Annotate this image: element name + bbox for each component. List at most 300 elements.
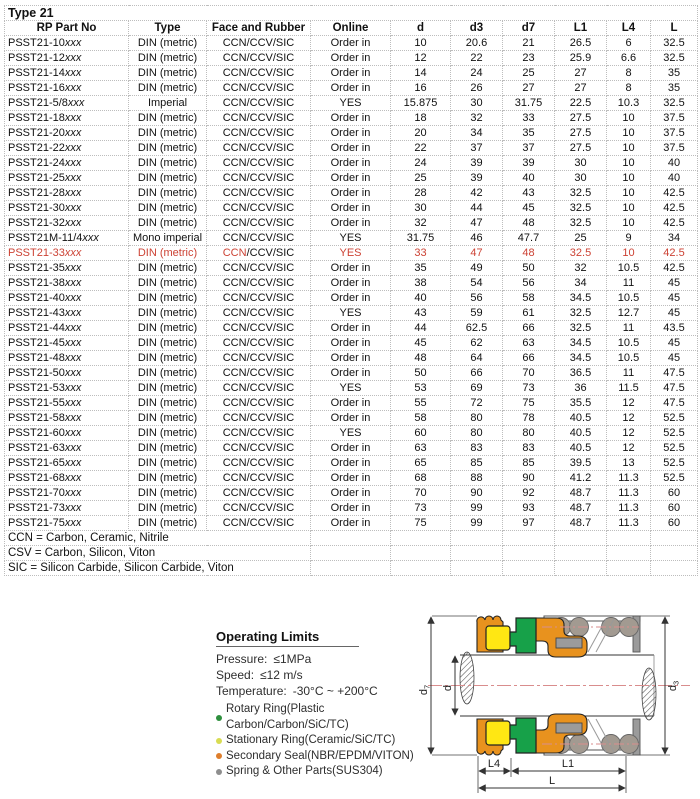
cell-part: PSST21-58xxx [5,411,129,426]
empty-cell [607,546,651,561]
table-row [5,351,698,366]
empty-cell [503,561,555,576]
cell-L4: 12 [607,441,651,456]
cell-online: Order in [311,366,391,381]
cell-part: PSST21-35xxx [5,261,129,276]
cell-part: PSST21-25xxx [5,171,129,186]
temperature-line [216,683,431,699]
cell-d: 65 [391,456,451,471]
cell-d: 14 [391,66,451,81]
cell-d3: 62.5 [451,321,503,336]
rotary-ring [510,618,536,653]
cell-type: DIN (metric) [129,66,207,81]
cell-online: Order in [311,456,391,471]
speed-value: ≤12 m/s [260,668,303,682]
column-header: Online [311,21,391,36]
cell-type: DIN (metric) [129,126,207,141]
table-row [5,441,698,456]
shaft-break-hatch-left [460,652,474,704]
cell-type: DIN (metric) [129,336,207,351]
cell-d7: 33 [503,111,555,126]
cell-d: 50 [391,366,451,381]
cell-d7: 70 [503,366,555,381]
cell-online: Order in [311,276,391,291]
cell-part: PSST21-22xxx [5,141,129,156]
cell-L4: 10 [607,156,651,171]
cell-type: DIN (metric) [129,321,207,336]
cell-online: YES [311,426,391,441]
cell-L1: 41.2 [555,471,607,486]
cell-L: 35 [651,66,698,81]
cell-face: CCN/CCV/SIC [207,171,311,186]
cell-online: Order in [311,66,391,81]
cell-type: DIN (metric) [129,426,207,441]
empty-cell [651,531,698,546]
cell-face: CCN/CCV/SIC [207,51,311,66]
cell-d: 35 [391,261,451,276]
table-row [5,66,698,81]
cell-L4: 8 [607,66,651,81]
cell-type: DIN (metric) [129,156,207,171]
cell-d3: 44 [451,201,503,216]
cell-d7: 43 [503,186,555,201]
cell-L4: 11.3 [607,501,651,516]
cell-type: Imperial [129,96,207,111]
cell-d: 12 [391,51,451,66]
cell-d: 68 [391,471,451,486]
cell-L: 47.5 [651,366,698,381]
cell-online: Order in [311,126,391,141]
empty-cell [451,561,503,576]
table-row [5,366,698,381]
cell-L1: 48.7 [555,486,607,501]
cell-L: 52.5 [651,426,698,441]
cell-d: 55 [391,396,451,411]
cell-part: PSST21-48xxx [5,351,129,366]
column-header: d3 [451,21,503,36]
cell-online: Order in [311,51,391,66]
table-row [5,486,698,501]
cell-type: DIN (metric) [129,171,207,186]
cell-L1: 22.5 [555,96,607,111]
cell-d: 10 [391,36,451,51]
cell-d7: 80 [503,426,555,441]
cell-L4: 6 [607,36,651,51]
cell-L4: 10.5 [607,351,651,366]
table-row [5,51,698,66]
operating-limits-panel [216,628,431,780]
cell-part: PSST21-5/8xxx [5,96,129,111]
footnote-text: SIC = Silicon Carbide, Silicon Carbide, Viton [5,561,311,576]
cell-d7: 90 [503,471,555,486]
legend-label: Rotary Ring(Plastic Carbon/Carbon/SiC/TC) [226,703,349,731]
pressure-label: Pressure: [216,652,268,666]
cell-L: 40 [651,156,698,171]
cell-d7: 48 [503,216,555,231]
cell-d3: 56 [451,291,503,306]
cell-d: 18 [391,111,451,126]
cell-face: CCN/CCV/SIC [207,501,311,516]
table-row [5,246,698,261]
cell-L: 43.5 [651,321,698,336]
cell-online: YES [311,246,391,261]
cell-face: CCN/CCV/SIC [207,411,311,426]
cell-L: 60 [651,486,698,501]
cell-L: 45 [651,351,698,366]
cell-type: DIN (metric) [129,441,207,456]
cell-part: PSST21-40xxx [5,291,129,306]
column-header: d7 [503,21,555,36]
cell-online: Order in [311,516,391,531]
cell-L: 42.5 [651,261,698,276]
cell-type: DIN (metric) [129,201,207,216]
cell-d7: 25 [503,66,555,81]
cell-type: DIN (metric) [129,396,207,411]
cell-d3: 46 [451,231,503,246]
spring-seat [556,638,582,648]
cell-L1: 27 [555,81,607,96]
spec-table-body [5,6,698,576]
cell-d7: 93 [503,501,555,516]
cell-d: 44 [391,321,451,336]
cell-L1: 32.5 [555,201,607,216]
cell-online: Order in [311,171,391,186]
table-header-row [5,21,698,36]
cell-face: CCN/CCV/SIC [207,456,311,471]
cell-d3: 39 [451,171,503,186]
cell-type: DIN (metric) [129,366,207,381]
cell-face: CCN/CCV/SIC [207,216,311,231]
cell-d: 53 [391,381,451,396]
empty-cell [391,561,451,576]
cell-d3: 20.6 [451,36,503,51]
cell-part: PSST21-30xxx [5,201,129,216]
cell-L: 52.5 [651,411,698,426]
empty-cell [311,561,391,576]
cell-d: 25 [391,171,451,186]
table-row [5,396,698,411]
cell-L: 40 [651,171,698,186]
cell-d: 73 [391,501,451,516]
cell-L4: 11.3 [607,516,651,531]
cell-face: CCN/CCV/SIC [207,306,311,321]
empty-cell [451,546,503,561]
cell-d7: 31.75 [503,96,555,111]
cell-L4: 12 [607,411,651,426]
cell-L4: 10 [607,111,651,126]
bullet-icon [216,769,222,775]
cell-L4: 10 [607,246,651,261]
table-row [5,36,698,51]
bullet-icon [216,715,222,721]
table-row [5,381,698,396]
empty-cell [391,546,451,561]
cell-d: 43 [391,306,451,321]
cell-L: 37.5 [651,111,698,126]
cell-part: PSST21-16xxx [5,81,129,96]
cell-d3: 99 [451,516,503,531]
table-row [5,501,698,516]
cell-L1: 27.5 [555,141,607,156]
cell-L: 47.5 [651,381,698,396]
label-d7: $d_7$ [418,684,432,696]
cell-part: PSST21-75xxx [5,516,129,531]
cell-L1: 27 [555,66,607,81]
cell-L1: 32.5 [555,321,607,336]
cell-d3: 42 [451,186,503,201]
cell-d3: 37 [451,141,503,156]
cell-d3: 64 [451,351,503,366]
cell-part: PSST21-53xxx [5,381,129,396]
cell-online: Order in [311,471,391,486]
cell-d: 15.875 [391,96,451,111]
cell-d7: 48 [503,246,555,261]
cell-online: Order in [311,81,391,96]
cell-d3: 59 [451,306,503,321]
cell-d3: 49 [451,261,503,276]
column-header: d [391,21,451,36]
column-header: L4 [607,21,651,36]
cell-d: 40 [391,291,451,306]
cell-online: Order in [311,501,391,516]
cell-part: PSST21-43xxx [5,306,129,321]
cell-L: 42.5 [651,216,698,231]
cell-L: 42.5 [651,246,698,261]
cell-d3: 99 [451,501,503,516]
table-row [5,111,698,126]
footnote-text: CSV = Carbon, Silicon, Viton [5,546,311,561]
cell-d: 38 [391,276,451,291]
cell-d7: 37 [503,141,555,156]
table-row [5,141,698,156]
cell-part: PSST21-68xxx [5,471,129,486]
cell-d7: 97 [503,516,555,531]
cell-d7: 21 [503,36,555,51]
cell-d7: 66 [503,321,555,336]
cell-d7: 50 [503,261,555,276]
cell-L: 52.5 [651,441,698,456]
cell-L1: 34.5 [555,351,607,366]
cell-part: PSST21-44xxx [5,321,129,336]
table-row [5,261,698,276]
cell-online: Order in [311,351,391,366]
cell-d3: 39 [451,156,503,171]
cell-face: CCN/CCV/SIC [207,366,311,381]
column-header: Type [129,21,207,36]
cell-L: 45 [651,276,698,291]
cell-face: CCN/CCV/SIC [207,396,311,411]
cell-d3: 34 [451,126,503,141]
cell-face: CCN/CCV/SIC [207,201,311,216]
temperature-label: Temperature: [216,684,287,698]
cell-d7: 45 [503,201,555,216]
cell-d7: 39 [503,156,555,171]
cell-type: DIN (metric) [129,306,207,321]
cell-L: 42.5 [651,186,698,201]
cell-L1: 34.5 [555,291,607,306]
empty-cell [451,531,503,546]
pressure-line [216,651,431,667]
cell-L4: 10.5 [607,336,651,351]
cell-d3: 80 [451,411,503,426]
cell-d: 58 [391,411,451,426]
cell-L1: 48.7 [555,501,607,516]
cell-d3: 47 [451,216,503,231]
cell-part: PSST21-73xxx [5,501,129,516]
table-row [5,156,698,171]
cell-type: DIN (metric) [129,501,207,516]
cell-L: 52.5 [651,456,698,471]
cell-d7: 66 [503,351,555,366]
label-L1: L1 [561,758,575,770]
cell-L4: 6.6 [607,51,651,66]
legend-label: Spring & Other Parts(SUS304) [226,765,383,777]
cell-d7: 40 [503,171,555,186]
cell-L1: 32.5 [555,186,607,201]
cell-online: Order in [311,336,391,351]
cell-d7: 61 [503,306,555,321]
cell-online: Order in [311,201,391,216]
cell-L1: 32 [555,261,607,276]
cell-d: 33 [391,246,451,261]
cell-face: CCN/CCV/SIC [207,231,311,246]
cell-d7: 75 [503,396,555,411]
cell-d7: 27 [503,81,555,96]
column-header: Face and Rubber [207,21,311,36]
cell-part: PSST21-12xxx [5,51,129,66]
cell-L: 42.5 [651,201,698,216]
cell-L: 47.5 [651,396,698,411]
spec-table [4,5,698,576]
cell-d3: 66 [451,366,503,381]
stationary-ring [486,626,510,650]
cell-d: 24 [391,156,451,171]
bullet-icon [216,753,222,759]
cell-L1: 27.5 [555,126,607,141]
empty-cell [651,546,698,561]
cell-L: 32.5 [651,36,698,51]
cell-part: PSST21-60xxx [5,426,129,441]
cell-type: DIN (metric) [129,36,207,51]
empty-cell [311,531,391,546]
cell-d: 22 [391,141,451,156]
speed-label: Speed: [216,668,255,682]
cell-online: Order in [311,186,391,201]
cell-type: DIN (metric) [129,486,207,501]
cell-L: 52.5 [651,471,698,486]
cell-face: CCN/CCV/SIC [207,261,311,276]
temperature-value: -30°C ~ +200°C [292,684,378,698]
cell-d7: 23 [503,51,555,66]
legend-item-spring-parts [216,764,431,780]
cell-online: Order in [311,396,391,411]
table-row [5,291,698,306]
cell-d: 20 [391,126,451,141]
cell-type: DIN (metric) [129,276,207,291]
cell-online: Order in [311,321,391,336]
table-row [5,411,698,426]
cell-face: CCN/CCV/SIC [207,246,311,261]
cell-d: 28 [391,186,451,201]
cell-L1: 32.5 [555,246,607,261]
cell-type: DIN (metric) [129,351,207,366]
cell-type: DIN (metric) [129,186,207,201]
legend-item-stationary-ring [216,733,431,749]
empty-cell [391,531,451,546]
table-row [5,336,698,351]
cell-d3: 85 [451,456,503,471]
cell-L4: 8 [607,81,651,96]
cell-L4: 11.3 [607,471,651,486]
table-row [5,321,698,336]
cell-type: DIN (metric) [129,471,207,486]
table-row [5,276,698,291]
cell-d3: 80 [451,426,503,441]
cell-L4: 11 [607,321,651,336]
speed-line [216,667,431,683]
pressure-value: ≤1MPa [273,652,312,666]
cell-L1: 32.5 [555,306,607,321]
cell-d: 63 [391,441,451,456]
cell-d: 45 [391,336,451,351]
cell-type: DIN (metric) [129,456,207,471]
table-row [5,516,698,531]
cell-L: 37.5 [651,126,698,141]
cell-d7: 92 [503,486,555,501]
table-row [5,471,698,486]
materials-legend [216,702,431,780]
cell-L1: 40.5 [555,426,607,441]
cell-L4: 10 [607,141,651,156]
cell-L: 60 [651,516,698,531]
cell-part: PSST21-50xxx [5,366,129,381]
cell-part: PSST21-63xxx [5,441,129,456]
cell-d7: 47.7 [503,231,555,246]
label-d: d [442,684,454,692]
table-row [5,216,698,231]
cell-type: DIN (metric) [129,111,207,126]
cell-online: YES [311,96,391,111]
cell-face: CCN/CCV/SIC [207,486,311,501]
table-row [5,186,698,201]
spring-coil-side [588,619,606,652]
cell-type: DIN (metric) [129,381,207,396]
cell-face: CCN/CCV/SIC [207,111,311,126]
cell-d7: 73 [503,381,555,396]
cell-L1: 34.5 [555,336,607,351]
cell-part: PSST21M-11/4xxx [5,231,129,246]
footnote-text: CCN = Carbon, Ceramic, Nitrile [5,531,311,546]
cell-face: CCN/CCV/SIC [207,156,311,171]
cell-L1: 30 [555,156,607,171]
cell-type: DIN (metric) [129,411,207,426]
cell-type: DIN (metric) [129,51,207,66]
cell-L4: 10 [607,186,651,201]
cell-L4: 11 [607,276,651,291]
cell-part: PSST21-65xxx [5,456,129,471]
cell-face: CCN/CCV/SIC [207,516,311,531]
cell-d: 70 [391,486,451,501]
empty-cell [311,546,391,561]
table-row [5,306,698,321]
cell-online: Order in [311,486,391,501]
cell-d3: 62 [451,336,503,351]
cell-d7: 78 [503,411,555,426]
cell-part: PSST21-24xxx [5,156,129,171]
cell-face: CCN/CCV/SIC [207,66,311,81]
table-row [5,201,698,216]
label-L: L [548,775,556,787]
